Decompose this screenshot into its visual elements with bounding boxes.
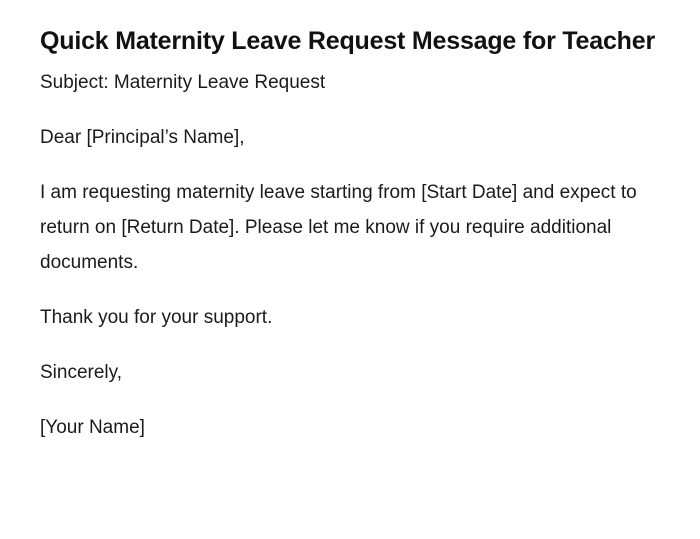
thanks-line: Thank you for your support. [40, 307, 273, 328]
greeting: Dear [Principal’s Name], [40, 127, 245, 148]
body-paragraph: I am requesting maternity leave starting from [Start Date] and expect to return on [Return Date]. Please let me know if you require additional documents. [40, 182, 637, 273]
document-title: Quick Maternity Leave Request Message for Teacher [40, 27, 655, 55]
closing: Sincerely, [40, 362, 123, 383]
message-body [40, 65, 660, 445]
document [40, 20, 660, 445]
signature-placeholder: [Your Name] [40, 417, 145, 438]
subject-line: Subject: Maternity Leave Request [40, 72, 326, 93]
